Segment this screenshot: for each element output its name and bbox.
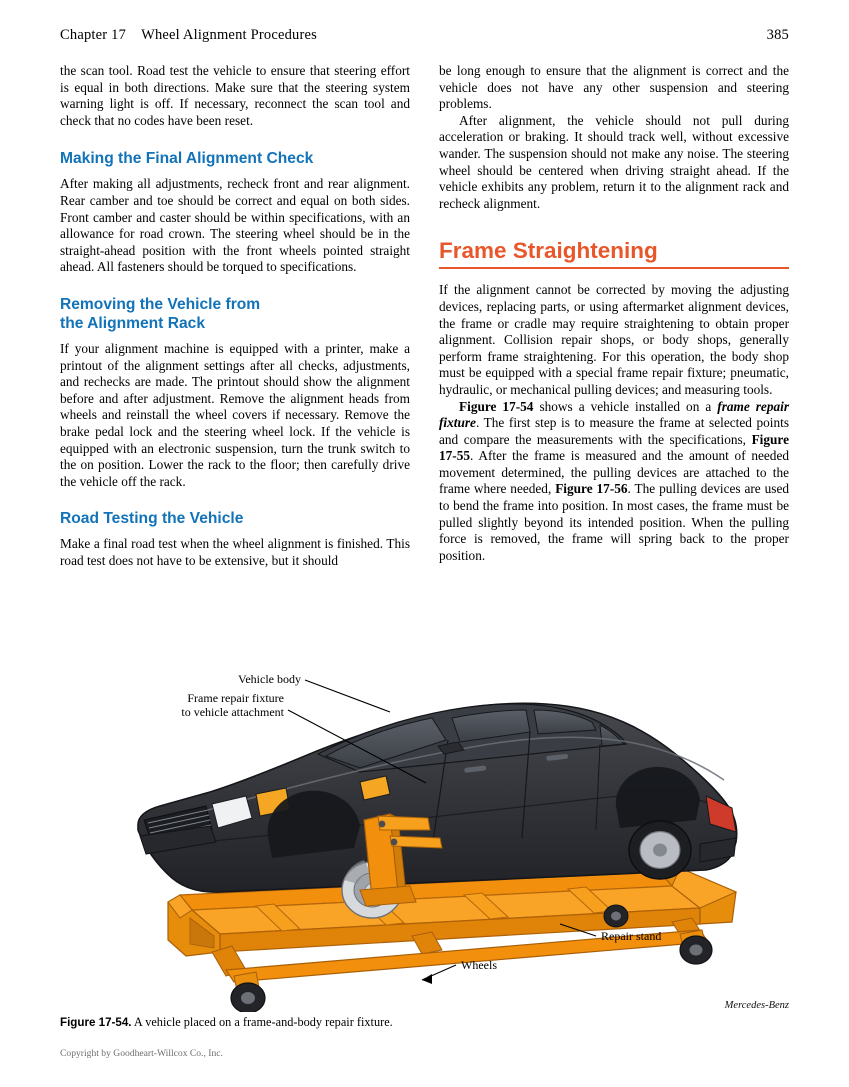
paragraph: Make a final road test when the wheel alignment is finished. This road test does not have to be extensive, but it should — [60, 536, 410, 568]
heading-frame-straightening: Frame Straightening — [439, 238, 789, 269]
page-number: 385 — [766, 27, 789, 43]
page-header — [60, 27, 789, 44]
figure-reference: Figure 17-54 — [459, 398, 534, 414]
figure-caption — [60, 1015, 789, 1030]
text-run: shows a vehicle installed on a — [533, 398, 718, 414]
figure-17-54 — [60, 640, 789, 1012]
paragraph-figure-references — [439, 399, 789, 565]
copyright-notice: Copyright by Goodheart-Willcox Co., Inc. — [60, 1048, 223, 1059]
heading-road-testing: Road Testing the Vehicle — [60, 510, 244, 528]
paragraph: After making all adjustments, recheck front and rear alignment. Rear camber and toe should be correct and equal on both sides. Front camber and caster should be within specifications, with an allowance for road crown. The steering wheel should be in the straight-ahead position with the front wheels pointed straight ahead. All fasteners should be torqued to specifications. — [60, 176, 410, 275]
emphasis-term: frame repair fixture — [439, 398, 790, 431]
heading-making-final-alignment-check: Making the Final Alignment Check — [60, 150, 314, 168]
text-run: . The pulling devices are used to bend the frame into position. In most cases, the frame must be pulled slightly beyond its intended position. When the pulling force is removed, the frame will spring back to the proper position. — [439, 481, 789, 563]
left-column — [60, 63, 410, 569]
figure-reference: Figure 17-56 — [555, 481, 628, 497]
paragraph: the scan tool. Road test the vehicle to ensure that steering effort is equal in both directions. Make sure that the steering system warning light is off. If necessary, reconnect the scan tool and check that no codes have been reset. — [60, 63, 410, 128]
figure-caption-label: Figure 17-54. — [60, 1016, 132, 1029]
figure-illustration — [60, 640, 789, 1012]
label-wheels: Wheels — [461, 958, 497, 972]
text-run: . After the frame is measured and the amount of needed movement determined, the pulling devices are attached to the frame where needed, — [439, 448, 789, 497]
paragraph: After alignment, the vehicle should not pull during acceleration or braking. It should track well, without excessive wander. The suspension should not make any noise. The steering wheel should be centered when driving straight ahead. If the vehicle exhibits any problem, return it to the alignment rack and recheck alignment. — [439, 112, 789, 211]
text-run: . The first step is to measure the frame at selected points and compare the measurements with the specifications, — [439, 415, 789, 447]
heading-removing-vehicle — [60, 295, 410, 333]
paragraph: be long enough to ensure that the alignment is correct and the vehicle does not have any other suspension and steering problems. — [439, 63, 789, 112]
paragraph: If the alignment cannot be corrected by moving the adjusting devices, replacing parts, or using aftermarket alignment devices, the frame or cradle may require straightening to obtain proper alignment. Collision repair shops, or body shops, generally perform frame straightening. For this operation, the body shop must be equipped with a special frame repair fixture; pneumatic, hydraulic, or mechanical pulling devices; and measuring tools. — [439, 282, 789, 397]
label-vehicle-body: Vehicle body — [238, 672, 301, 686]
figure-credit: Mercedes-Benz — [724, 1000, 789, 1011]
figure-caption-text: A vehicle placed on a frame-and-body repair fixture. — [131, 1015, 393, 1029]
figure-reference: Figure 17-55 — [439, 431, 789, 464]
body-columns — [60, 63, 789, 633]
chapter-title: Chapter 17 Wheel Alignment Procedures — [60, 27, 317, 43]
label-repair-stand: Repair stand — [601, 929, 662, 943]
label-frame-fixture-line2: to vehicle attachment — [181, 705, 284, 719]
heading-line-1: Removing the Vehicle from — [60, 295, 261, 313]
label-frame-fixture-line1: Frame repair fixture — [187, 691, 284, 705]
heading-line-2: the Alignment Rack — [60, 314, 205, 332]
right-column — [439, 63, 789, 564]
paragraph: If your alignment machine is equipped with a printer, make a printout of the alignment settings after all checks, adjustments, and rechecks are made. The printout should show the alignment before and after adjustment. Remove the alignment heads from wheels and reinstall the wheel covers if necessary. Remove the brake pedal lock and the steering wheel lock. If the vehicle is equipped with an electronic suspension, turn the trunk switch to the on position. Lower the rack to the floor; then carefully drive the vehicle off the rack. — [60, 340, 410, 489]
